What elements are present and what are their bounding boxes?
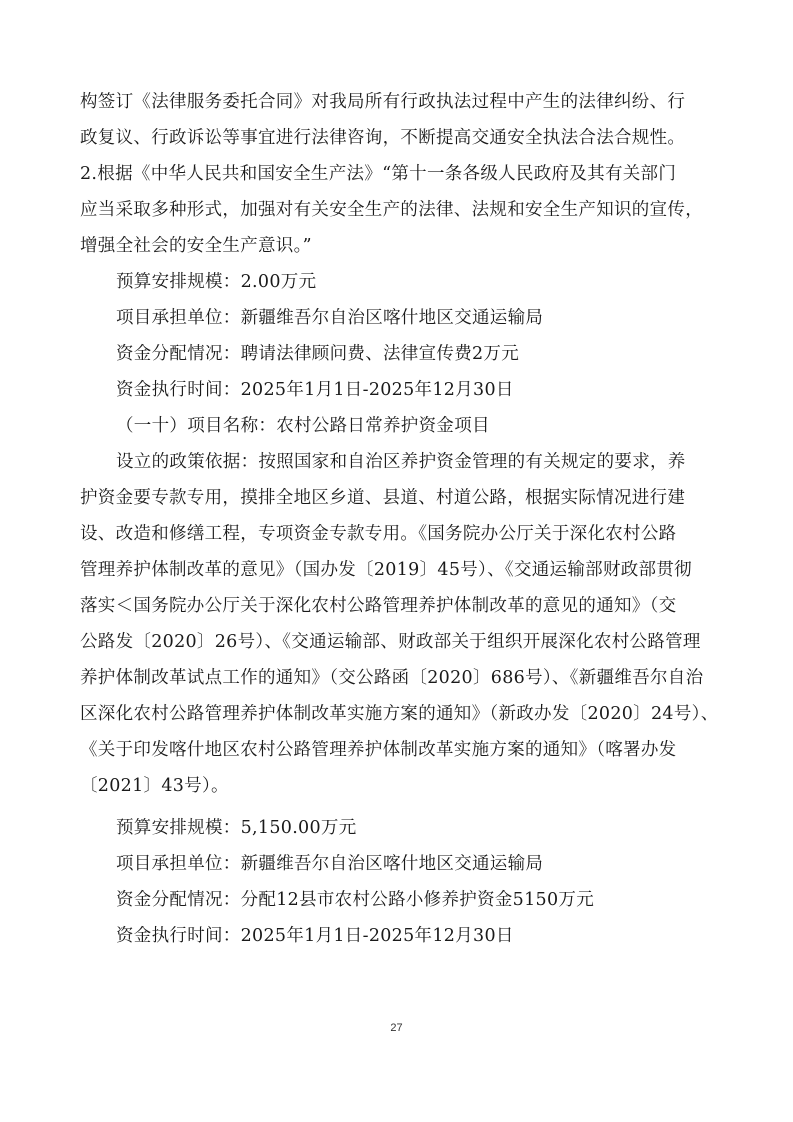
- execution-time-line: 资金执行时间：2025年1月1日-2025年12月30日: [116, 380, 514, 400]
- paragraph-line: 公路发〔2020〕26号）、《交通运输部、财政部关于组织开展深化农村公路管理: [80, 632, 701, 652]
- paragraph-line: 〔2021〕43号）。: [80, 776, 229, 796]
- page-number: 27: [390, 1022, 403, 1034]
- paragraph-line: 构签订《法律服务委托合同》对我局所有行政执法过程中产生的法律纠纷、行: [80, 92, 686, 112]
- execution-time-line: 资金执行时间：2025年1月1日-2025年12月30日: [116, 926, 514, 946]
- paragraph-line: 养护体制改革试点工作的通知》（交公路函〔2020〕686号）、《新疆维吾尔自治: [80, 668, 704, 688]
- paragraph-line: 应当采取多种形式，加强对有关安全生产的法律、法规和安全生产知识的宣传，: [80, 200, 703, 220]
- responsible-unit-line: 项目承担单位：新疆维吾尔自治区喀什地区交通运输局: [116, 308, 544, 328]
- paragraph-line: 2.根据《中华人民共和国安全生产法》“第十一条各级人民政府及其有关部门: [80, 164, 677, 184]
- paragraph-line: 增强全社会的安全生产意识。”: [80, 236, 312, 256]
- fund-allocation-line: 资金分配情况：分配12县市农村公路小修养护资金5150万元: [116, 890, 595, 910]
- fund-allocation-line: 资金分配情况：聘请法律顾问费、法律宣传费2万元: [116, 344, 520, 364]
- paragraph-line: 护资金要专款专用，摸排全地区乡道、县道、村道公路，根据实际情况进行建: [80, 488, 686, 508]
- paragraph-line: 《关于印发喀什地区农村公路管理养护体制改革实施方案的通知》（喀署办发: [80, 740, 677, 760]
- budget-scale-line: 预算安排规模：5,150.00万元: [116, 818, 357, 838]
- paragraph-line: 区深化农村公路管理养护体制改革实施方案的通知》（新政办发〔2020〕24号）、: [80, 704, 719, 724]
- responsible-unit-line: 项目承担单位：新疆维吾尔自治区喀什地区交通运输局: [116, 854, 544, 874]
- project-heading: （一十）项目名称：农村公路日常养护资金项目: [116, 416, 490, 436]
- paragraph-line: 落实＜国务院办公厅关于深化农村公路管理养护体制改革的意见的通知》（交: [80, 596, 677, 616]
- paragraph-line: 设、改造和修缮工程，专项资金专款专用。《国务院办公厅关于深化农村公路: [80, 524, 677, 544]
- budget-scale-line: 预算安排规模：2.00万元: [116, 272, 317, 292]
- paragraph-line: 政复议、行政诉讼等事宜进行法律咨询，不断提高交通安全执法合法合规性。: [80, 128, 686, 148]
- paragraph-line: 管理养护体制改革的意见》（国办发〔2019〕45号）、《交通运输部财政部贯彻: [80, 560, 692, 580]
- paragraph-line: 设立的政策依据：按照国家和自治区养护资金管理的有关规定的要求，养: [116, 452, 686, 472]
